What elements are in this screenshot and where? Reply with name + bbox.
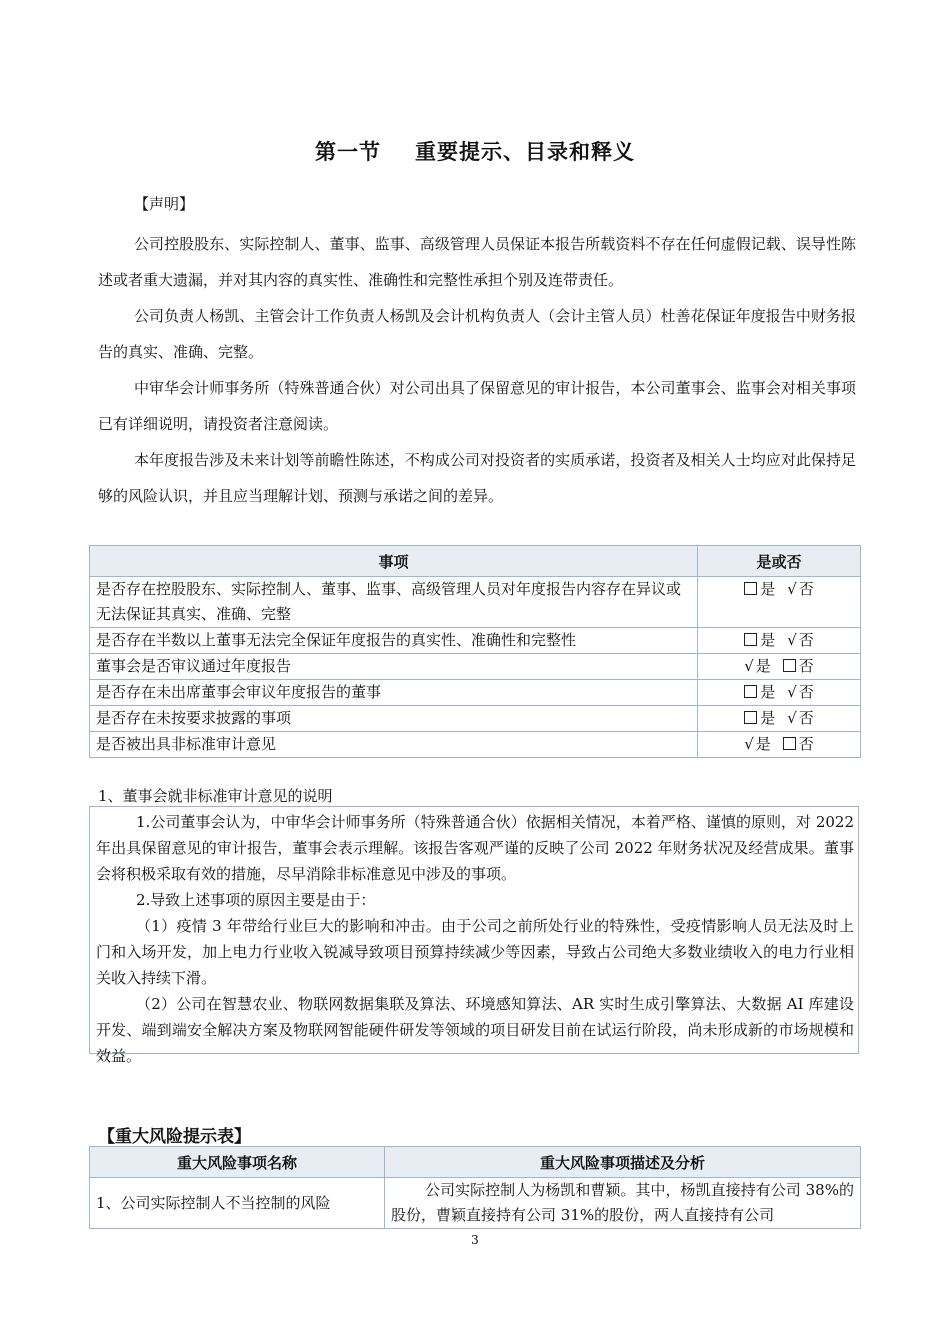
option-no	[787, 580, 814, 598]
question-item: 是否存在未出席董事会审议年度报告的董事	[90, 680, 698, 706]
section-title: 重要提示、目录和释义	[415, 140, 635, 164]
option-label: 是	[760, 683, 776, 701]
audit-note-paragraph: 1.公司董事会认为，中审华会计师事务所（特殊普通合伙）依据相关情况，本着严格、谨慎的原则，对 2022 年出具保留意见的审计报告，董事会表示理解。该报告客观严谨的反映了公司 2022 年财务状况及经营成果。董事会将积极采取有效的措施，尽早消除非标准意见中涉及的事项。	[96, 813, 854, 883]
empty-checkbox-icon	[783, 659, 796, 672]
empty-checkbox-icon	[744, 711, 757, 724]
statement-label: 【声明】	[134, 195, 195, 213]
check-mark-icon: √	[744, 735, 754, 753]
check-mark-icon: √	[787, 631, 797, 649]
question-answer	[698, 628, 861, 654]
table-row	[90, 706, 861, 732]
question-answer	[698, 680, 861, 706]
table-header-row	[90, 1147, 861, 1178]
option-no	[787, 709, 814, 727]
option-label: 否	[798, 631, 814, 649]
check-mark-icon: √	[744, 657, 754, 675]
question-item: 是否存在未按要求披露的事项	[90, 706, 698, 732]
question-item: 是否存在控股股东、实际控制人、董事、监事、高级管理人员对年度报告内容存在异议或无法保证其真实、准确、完整	[90, 577, 698, 628]
audit-note-paragraph: （1）疫情 3 年带给行业巨大的影响和冲击。由于公司之前所处行业的特殊性，受疫情影响人员无法及时上门和入场开发，加上电力行业收入锐减导致项目预算持续减少等因素，导致占公司绝大多数业绩收入的电力行业相关收入持续下滑。	[96, 917, 854, 987]
option-label: 是	[760, 631, 776, 649]
risk-table	[89, 1146, 861, 1229]
risk-table-label: 【重大风险提示表】	[98, 1127, 251, 1147]
option-yes	[744, 735, 771, 753]
header-answer: 是或否	[698, 546, 861, 577]
statement-paragraph-3: 中审华会计师事务所（特殊普通合伙）对公司出具了保留意见的审计报告，本公司董事会、监事会对相关事项已有详细说明，请投资者注意阅读。	[98, 379, 856, 433]
option-yes	[744, 631, 775, 649]
option-label: 否	[798, 709, 814, 727]
option-label: 是	[760, 580, 776, 598]
question-answer	[698, 732, 861, 758]
risk-name: 1、公司实际控制人不当控制的风险	[90, 1178, 385, 1229]
question-item: 是否存在半数以上董事无法完全保证年度报告的真实性、准确性和完整性	[90, 628, 698, 654]
option-yes	[744, 683, 775, 701]
option-label: 是	[760, 709, 776, 727]
table-row	[90, 577, 861, 628]
empty-checkbox-icon	[783, 737, 796, 750]
question-item: 董事会是否审议通过年度报告	[90, 654, 698, 680]
question-item: 是否被出具非标准审计意见	[90, 732, 698, 758]
option-no	[783, 735, 814, 753]
header-item: 事项	[90, 546, 698, 577]
table-header-row	[90, 546, 861, 577]
audit-note-paragraph: 2.导致上述事项的原因主要是由于：	[136, 891, 376, 909]
audit-note-box	[89, 806, 859, 1065]
option-yes	[744, 580, 775, 598]
table-row	[90, 654, 861, 680]
empty-checkbox-icon	[744, 633, 757, 646]
option-label: 否	[798, 580, 814, 598]
table-row	[90, 680, 861, 706]
option-no	[783, 657, 814, 675]
question-answer	[698, 577, 861, 628]
audit-note-paragraph: （2）公司在智慧农业、物联网数据集联及算法、环境感知算法、AR 实时生成引擎算法、大数据 AI 库建设开发、端到端安全解决方案及物联网智能硬件研发等领域的项目研发目前在试运行阶段，尚未形成新的市场规模和效益。	[96, 995, 854, 1065]
page-number: 3	[471, 1233, 479, 1247]
table-row	[90, 732, 861, 758]
check-mark-icon: √	[787, 709, 797, 727]
option-label: 是	[755, 657, 771, 675]
option-label: 否	[798, 683, 814, 701]
empty-checkbox-icon	[744, 685, 757, 698]
statement-paragraph-4: 本年度报告涉及未来计划等前瞻性陈述，不构成公司对投资者的实质承诺，投资者及相关人士均应对此保持足够的风险认识，并且应当理解计划、预测与承诺之间的差异。	[98, 451, 856, 505]
header-risk-desc: 重大风险事项描述及分析	[385, 1147, 861, 1178]
option-no	[787, 631, 814, 649]
section-number: 第一节	[315, 140, 381, 164]
header-risk-name: 重大风险事项名称	[90, 1147, 385, 1178]
statement-paragraph-1: 公司控股股东、实际控制人、董事、监事、高级管理人员保证本报告所载资料不存在任何虚假记载、误导性陈述或者重大遗漏，并对其内容的真实性、准确性和完整性承担个别及连带责任。	[98, 235, 856, 289]
empty-checkbox-icon	[744, 582, 757, 595]
statement-paragraph-2: 公司负责人杨凯、主管会计工作负责人杨凯及会计机构负责人（会计主管人员）杜善花保证年度报告中财务报告的真实、准确、完整。	[98, 307, 856, 361]
check-mark-icon: √	[787, 683, 797, 701]
question-answer	[698, 706, 861, 732]
confirmation-table	[89, 545, 861, 758]
option-label: 是	[755, 735, 771, 753]
table-row	[90, 1178, 861, 1229]
check-mark-icon: √	[787, 580, 797, 598]
audit-note-label: 1、董事会就非标准审计意见的说明	[98, 787, 333, 805]
option-no	[787, 683, 814, 701]
option-label: 否	[798, 735, 814, 753]
risk-desc: 公司实际控制人为杨凯和曹颖。其中，杨凯直接持有公司 38%的股份，曹颖直接持有公司 31%的股份，两人直接持有公司	[385, 1178, 861, 1229]
option-yes	[744, 709, 775, 727]
option-yes	[744, 657, 771, 675]
table-row	[90, 628, 861, 654]
page-title	[0, 136, 950, 166]
question-answer	[698, 654, 861, 680]
option-label: 否	[798, 657, 814, 675]
